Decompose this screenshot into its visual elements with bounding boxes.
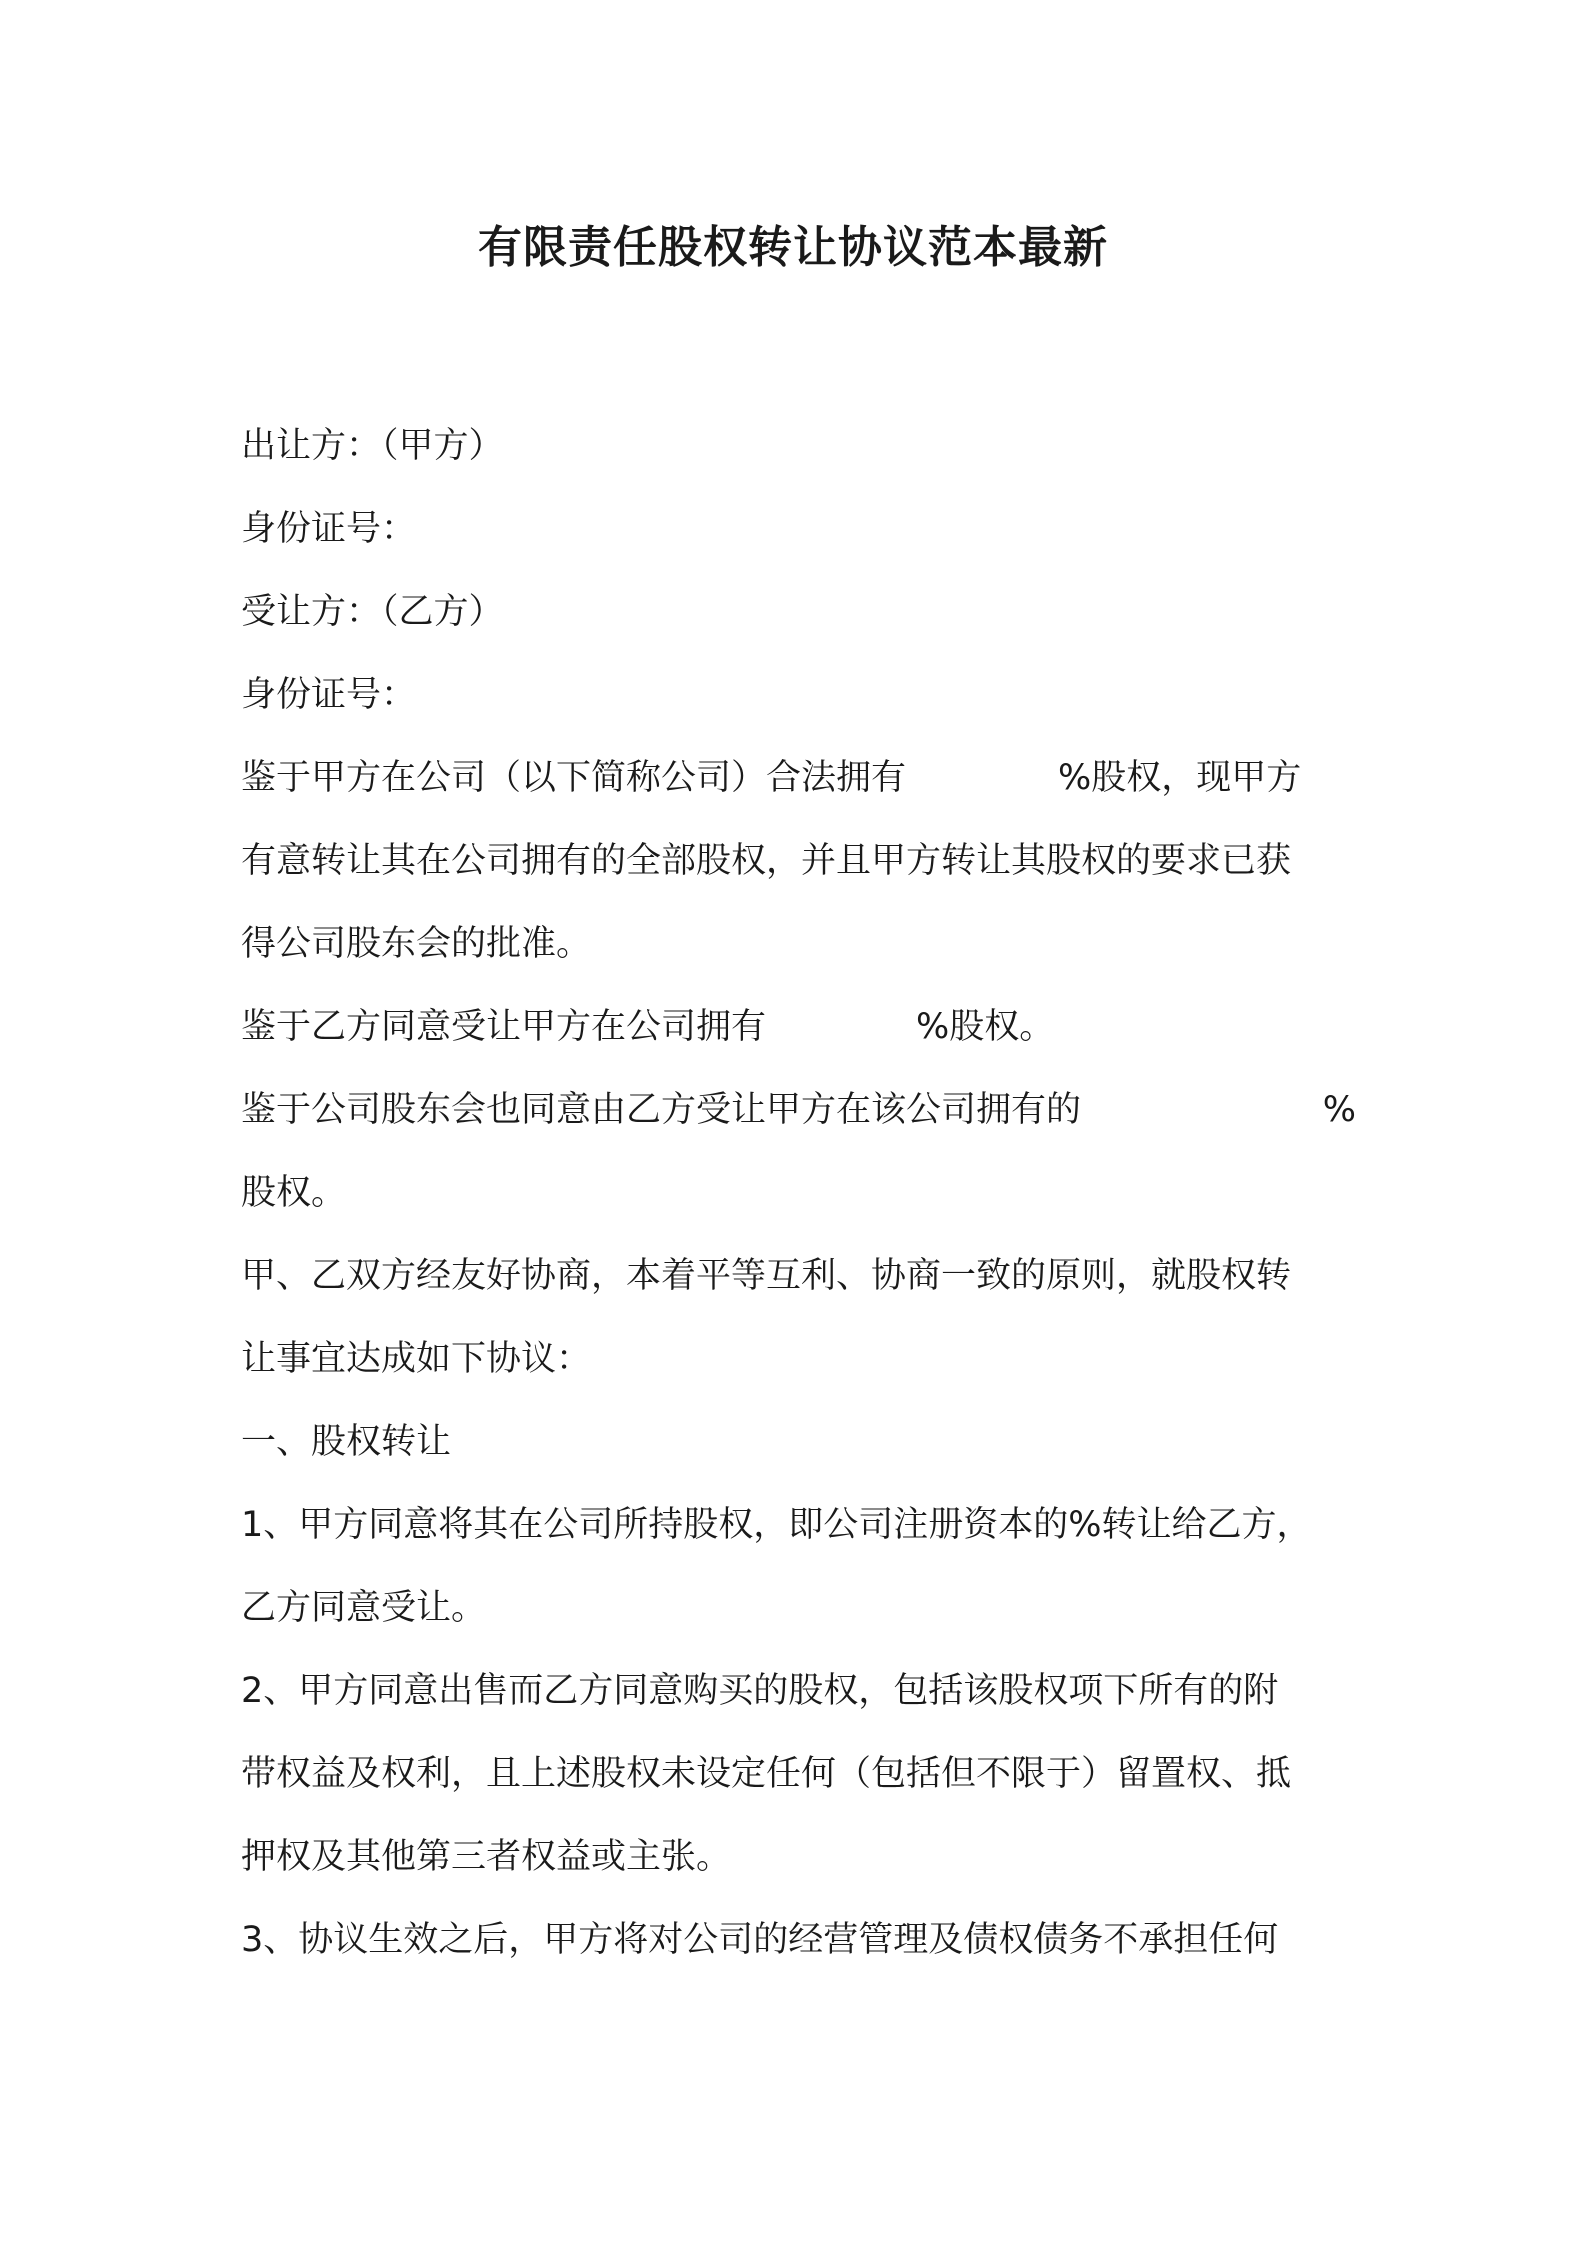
recital-2-text-b: %股权。 bbox=[916, 1007, 1055, 1047]
recital-3-line-1 bbox=[241, 1069, 1356, 1152]
transferee-id-line: 身份证号： bbox=[241, 675, 417, 715]
recital-2-line bbox=[241, 986, 1361, 1069]
transferor-line: 出让方：（甲方） bbox=[241, 426, 504, 466]
document-body bbox=[241, 405, 1361, 1982]
recital-1-text-a: 鉴于甲方在公司（以下简称公司）合法拥有 bbox=[241, 758, 907, 798]
clause-1-line-2: 乙方同意受让。 bbox=[241, 1588, 487, 1628]
recital-3-text-a: 鉴于公司股东会也同意由乙方受让甲方在该公司拥有的 bbox=[241, 1090, 1082, 1130]
clause-3-line-1: 3、协议生效之后，甲方将对公司的经营管理及债权债务不承担任何 bbox=[241, 1920, 1279, 1960]
transferee-line: 受让方：（乙方） bbox=[241, 592, 504, 632]
section-1-heading: 一、股权转让 bbox=[241, 1422, 452, 1462]
clause-2-line-1: 2、甲方同意出售而乙方同意购买的股权，包括该股权项下所有的附 bbox=[241, 1671, 1279, 1711]
recital-2-text-a: 鉴于乙方同意受让甲方在公司拥有 bbox=[241, 1007, 767, 1047]
recital-1-line-2: 有意转让其在公司拥有的全部股权，并且甲方转让其股权的要求已获 bbox=[241, 841, 1292, 881]
recital-4-line-2: 让事宜达成如下协议： bbox=[241, 1339, 592, 1379]
recital-3-text-b: % bbox=[1322, 1090, 1356, 1130]
document-title: 有限责任股权转让协议范本最新 bbox=[478, 222, 1108, 273]
clause-2-line-2: 带权益及权利，且上述股权未设定任何（包括但不限于）留置权、抵 bbox=[241, 1754, 1292, 1794]
recital-1-line-3: 得公司股东会的批准。 bbox=[241, 924, 592, 964]
recital-3-line-2: 股权。 bbox=[241, 1173, 347, 1213]
recital-1-text-b: %股权，现甲方 bbox=[1058, 758, 1302, 798]
clause-1-line-1: 1、甲方同意将其在公司所持股权，即公司注册资本的%转让给乙方， bbox=[241, 1505, 1312, 1545]
clause-2-line-3: 押权及其他第三者权益或主张。 bbox=[241, 1837, 732, 1877]
transferor-id-line: 身份证号： bbox=[241, 509, 417, 549]
recital-4-line-1: 甲、乙双方经友好协商，本着平等互利、协商一致的原则，就股权转 bbox=[241, 1256, 1292, 1296]
recital-1-line-1 bbox=[241, 737, 1361, 820]
